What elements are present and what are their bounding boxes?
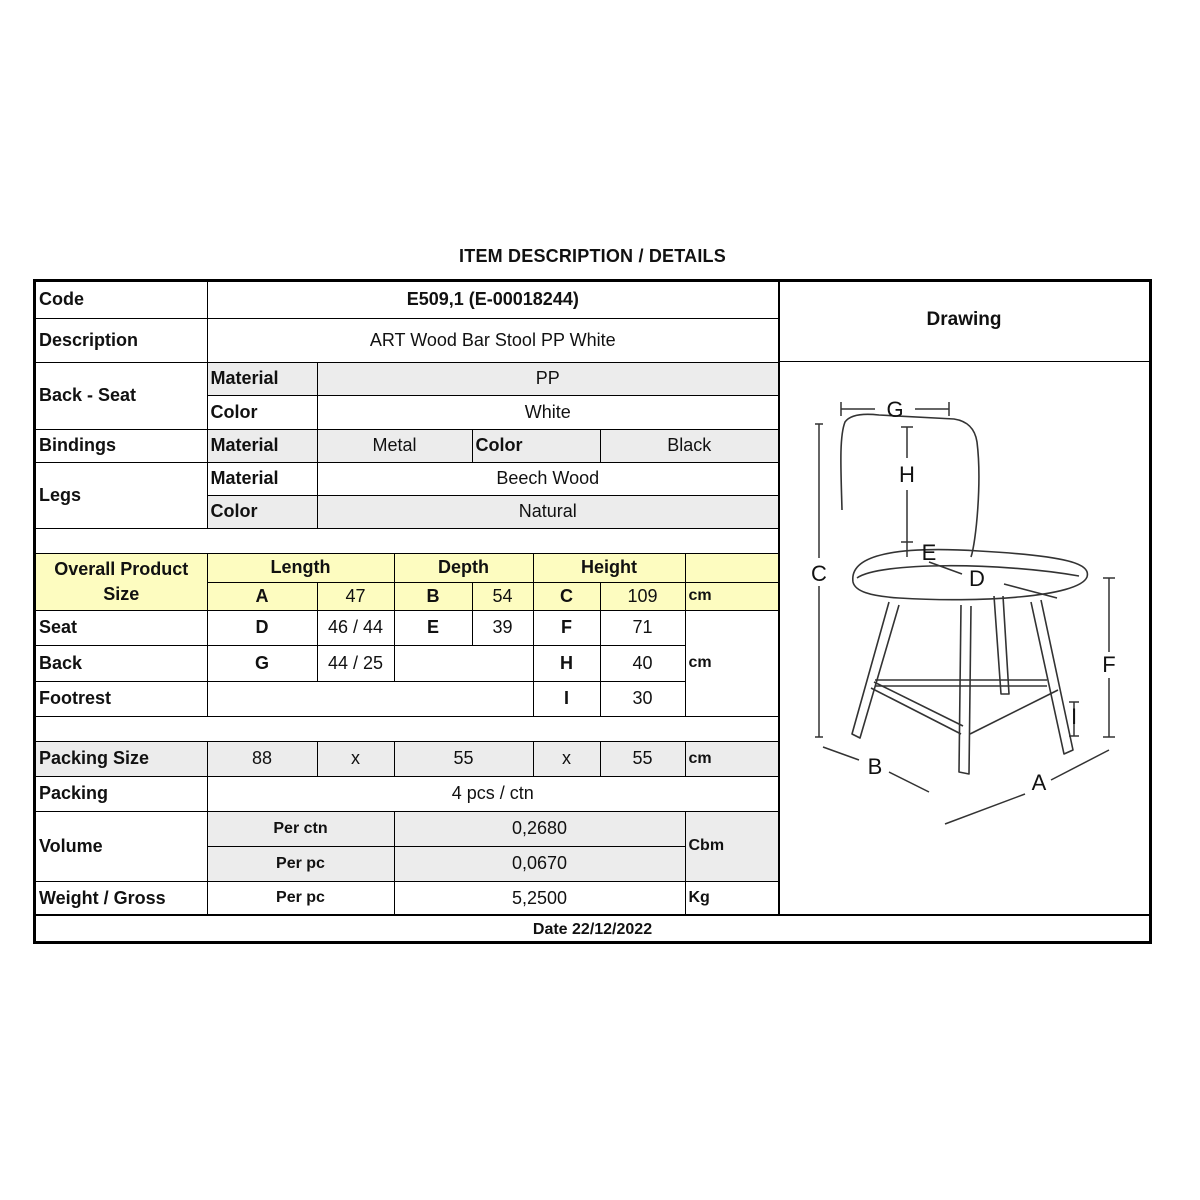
dim-label-d: D (969, 566, 985, 591)
dim-c-label: C (533, 582, 600, 610)
spec-table (36, 282, 780, 915)
code-value: E509,1 (E-00018244) (207, 282, 779, 318)
legs-material-label: Material (207, 462, 317, 495)
dim-label-h: H (899, 462, 915, 487)
date-footer: Date 22/12/2022 (36, 914, 1149, 944)
bindings-color-value: Black (600, 429, 779, 462)
spacer (36, 528, 779, 553)
legs-color-value: Natural (317, 495, 779, 528)
back-seat-material-label: Material (207, 362, 317, 395)
spec-sheet (33, 279, 1152, 944)
weight-per-pc-value: 5,2500 (394, 881, 685, 915)
legs-label: Legs (36, 462, 207, 528)
volume-per-pc-value: 0,0670 (394, 846, 685, 881)
overall-size-label-line1: Overall Product (54, 558, 189, 579)
description-label: Description (36, 318, 207, 362)
back-row (36, 645, 779, 681)
volume-unit: Cbm (685, 811, 779, 881)
dim-e-label: E (394, 610, 472, 645)
dim-label-f: F (1102, 652, 1116, 677)
bindings-color-label: Color (472, 429, 600, 462)
weight-row (36, 881, 779, 915)
drawing-header (779, 282, 1149, 362)
legs-material-row (36, 462, 779, 495)
bindings-label: Bindings (36, 429, 207, 462)
packing-size-row (36, 741, 779, 776)
dim-label-e: E (921, 540, 937, 565)
volume-label: Volume (36, 811, 207, 881)
legs-material-value: Beech Wood (317, 462, 779, 495)
back-label: Back (36, 645, 207, 681)
dim-d-value: 46 / 44 (317, 610, 394, 645)
packing-row (36, 776, 779, 811)
back-seat-material-value: PP (317, 362, 779, 395)
volume-per-ctn-label: Per ctn (207, 811, 394, 846)
dim-d-label: D (207, 610, 317, 645)
dim-b-value: 54 (472, 582, 533, 610)
description-row (36, 318, 779, 362)
depth-header: Depth (394, 553, 533, 582)
dim-h-value: 40 (600, 645, 685, 681)
length-header: Length (207, 553, 394, 582)
dim-h-label: H (533, 645, 600, 681)
code-row (36, 282, 779, 318)
spacer-row-2 (36, 716, 779, 741)
packing-size-label: Packing Size (36, 741, 207, 776)
dim-f-value: 71 (600, 610, 685, 645)
dim-label-b: B (867, 754, 883, 779)
back-seat-color-label: Color (207, 395, 317, 429)
packing-size-x1: x (317, 741, 394, 776)
dim-g-label: G (207, 645, 317, 681)
bindings-material-value: Metal (317, 429, 472, 462)
back-seat-label: Back - Seat (36, 362, 207, 429)
dim-e-value: 39 (472, 610, 533, 645)
back-seat-color-value: White (317, 395, 779, 429)
drawing-label: Drawing (926, 308, 1002, 330)
weight-label: Weight / Gross (36, 881, 207, 915)
footrest-label: Footrest (36, 681, 207, 716)
footrest-blank (207, 681, 533, 716)
seat-row (36, 610, 779, 645)
dim-label-i: I (1070, 704, 1078, 729)
size-header-blank (685, 553, 779, 582)
dim-i-value: 30 (600, 681, 685, 716)
size-header-row (36, 553, 779, 582)
volume-per-ctn-row (36, 811, 779, 846)
dim-label-a: A (1031, 770, 1047, 795)
size-unit: cm (685, 610, 779, 716)
dim-f-label: F (533, 610, 600, 645)
dim-c-value: 109 (600, 582, 685, 610)
dimension-lines (815, 402, 1115, 824)
bindings-row (36, 429, 779, 462)
back-blank (394, 645, 533, 681)
dim-a-label: A (207, 582, 317, 610)
volume-per-ctn-value: 0,2680 (394, 811, 685, 846)
dim-label-c: C (811, 561, 827, 586)
packing-size-length: 88 (207, 741, 317, 776)
spacer-row (36, 528, 779, 553)
overall-size-label (36, 553, 207, 610)
weight-per-pc-label: Per pc (207, 881, 394, 915)
packing-size-unit: cm (685, 741, 779, 776)
dim-g-value: 44 / 25 (317, 645, 394, 681)
weight-unit: Kg (685, 881, 779, 915)
packing-size-width: 55 (394, 741, 533, 776)
packing-value: 4 pcs / ctn (207, 776, 779, 811)
dim-i-label: I (533, 681, 600, 716)
height-header: Height (533, 553, 685, 582)
volume-per-pc-label: Per pc (207, 846, 394, 881)
stool-drawing (779, 362, 1149, 914)
description-value: ART Wood Bar Stool PP White (207, 318, 779, 362)
overall-size-label-line2: Size (103, 583, 140, 604)
dim-a-value: 47 (317, 582, 394, 610)
dim-label-g: G (886, 397, 904, 422)
bindings-material-label: Material (207, 429, 317, 462)
footrest-row (36, 681, 779, 716)
seat-label: Seat (36, 610, 207, 645)
packing-label: Packing (36, 776, 207, 811)
packing-size-height: 55 (600, 741, 685, 776)
packing-size-x2: x (533, 741, 600, 776)
back-seat-material-row (36, 362, 779, 395)
legs-color-label: Color (207, 495, 317, 528)
dim-b-label: B (394, 582, 472, 610)
spacer (36, 716, 779, 741)
overall-unit: cm (685, 582, 779, 610)
stool-outline (841, 414, 1088, 774)
code-label: Code (36, 282, 207, 318)
page-title: ITEM DESCRIPTION / DETAILS (459, 246, 726, 266)
